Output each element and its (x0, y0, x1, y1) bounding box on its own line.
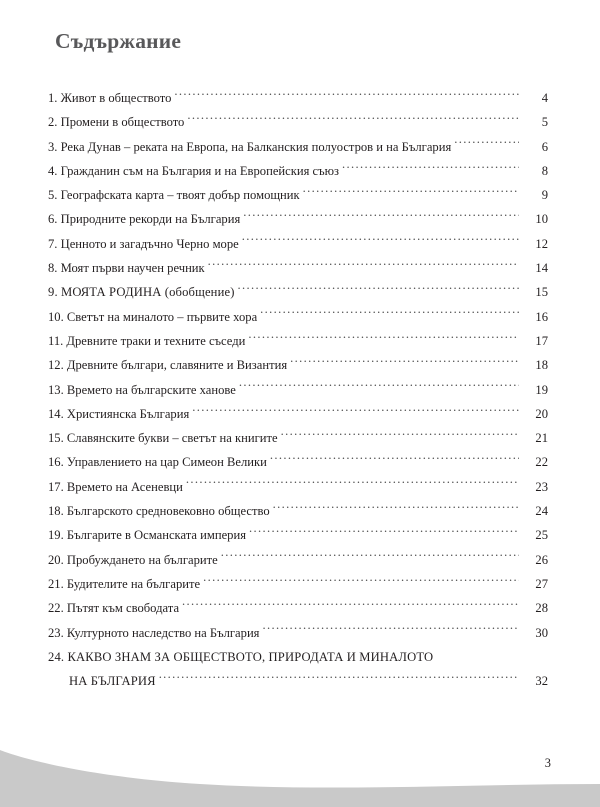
toc-entry-label: 4. Гражданин съм на България и на Европейския съюз (48, 163, 340, 178)
dot-leader (192, 404, 519, 418)
toc-entry-page: 27 (535, 576, 548, 591)
toc-entry-label-line1: 24. КАКВО ЗНАМ ЗА ОБЩЕСТВОТО, ПРИРОДАТА И МИНАЛОТО (48, 649, 434, 664)
dot-leader (238, 282, 519, 296)
dot-leader (242, 234, 519, 248)
toc-entry-page: 15 (535, 285, 548, 300)
list-item[interactable] (48, 621, 548, 645)
list-item[interactable] (48, 572, 548, 596)
list-item[interactable] (48, 135, 548, 159)
list-item[interactable] (48, 450, 548, 474)
toc-entry-label: 3. Река Дунав – реката на Европа, на Балканския полуостров и на България (48, 139, 452, 154)
dot-leader (454, 137, 519, 151)
dot-leader (342, 161, 519, 175)
list-item[interactable] (48, 548, 548, 572)
toc-entry-label: 6. Природните рекорди на България (48, 212, 241, 227)
toc-entry-page: 30 (535, 625, 548, 640)
dot-leader (290, 355, 519, 369)
list-item[interactable] (48, 378, 548, 402)
toc-entry-page: 9 (541, 188, 548, 203)
toc-entry-page: 5 (541, 115, 548, 130)
toc-entry-page: 32 (535, 674, 548, 689)
toc-entry-label: 2. Промени в обществото (48, 115, 185, 130)
toc-entry-label: 15. Славянските букви – светът на книгите (48, 431, 278, 446)
dot-leader (203, 574, 519, 588)
list-item[interactable] (48, 280, 548, 304)
toc-entry-page: 26 (535, 552, 548, 567)
page-title: Съдържание (55, 29, 182, 53)
list-item[interactable] (48, 329, 548, 353)
toc-entry-page: 18 (535, 358, 548, 373)
toc-entry-label: 5. Географската карта – твоят добър помощник (48, 188, 300, 203)
toc-entry-label: 22. Пътят към свободата (48, 601, 180, 616)
toc-entry-label: 18. Българското средновековно общество (48, 504, 270, 519)
dot-leader (208, 258, 519, 272)
dot-leader (187, 112, 519, 126)
dot-leader (249, 525, 519, 539)
toc-entry-label: 1. Живот в обществото (48, 91, 172, 105)
list-item[interactable] (48, 353, 548, 377)
dot-leader (260, 307, 519, 321)
toc-entry-page: 19 (535, 382, 548, 397)
toc-entry-page: 14 (535, 261, 548, 276)
toc-entry-page: 22 (535, 455, 548, 470)
dot-leader (221, 550, 519, 564)
dot-leader (243, 209, 519, 223)
toc-entry-label: 23. Културното наследство на България (48, 625, 260, 640)
toc-entry-page: 4 (541, 91, 548, 105)
toc-entry-label: 8. Моят първи научен речник (48, 261, 205, 276)
toc-entry-label: 16. Управлението на цар Симеон Велики (48, 455, 267, 470)
toc-entry-page: 17 (535, 333, 548, 348)
list-item-multiline[interactable] (48, 645, 548, 694)
dot-leader (186, 477, 519, 491)
toc-entry-label: 10. Светът на миналото – първите хора (48, 309, 258, 324)
dot-leader (182, 598, 519, 612)
toc-entry-label: 11. Древните траки и техните съседи (48, 333, 246, 348)
list-item[interactable] (48, 426, 548, 450)
toc-entry-label: 20. Пробуждането на българите (48, 552, 218, 567)
dot-leader (281, 428, 519, 442)
toc-list (48, 86, 548, 693)
list-item[interactable] (48, 183, 548, 207)
dot-leader (248, 331, 519, 345)
toc-entry-page: 28 (535, 601, 548, 616)
list-item[interactable] (48, 402, 548, 426)
toc-entry-page: 21 (535, 431, 548, 446)
toc-entry-label-line2: НА БЪЛГАРИЯ (69, 674, 156, 689)
dot-leader (262, 623, 519, 637)
toc-entry-page: 23 (535, 479, 548, 494)
toc-entry-page: 25 (535, 528, 548, 543)
dot-leader (174, 88, 519, 102)
toc-entry-label: 9. МОЯТА РОДИНА (обобщение) (48, 285, 235, 300)
list-item[interactable] (48, 159, 548, 183)
dot-leader (239, 380, 519, 394)
dot-leader (159, 671, 519, 685)
toc-entry-label: 19. Българите в Османската империя (48, 528, 246, 543)
list-item[interactable] (48, 475, 548, 499)
toc-entry-page: 16 (535, 309, 548, 324)
toc-entry-label: 21. Будителите на българите (48, 576, 201, 591)
toc-entry-label: 14. Християнска България (48, 406, 190, 421)
list-item[interactable] (48, 523, 548, 547)
toc-entry-label: 17. Времето на Асеневци (48, 479, 183, 494)
toc-entry-label: 12. Древните българи, славяните и Византия (48, 358, 288, 373)
list-item[interactable] (48, 207, 548, 231)
dot-leader (436, 647, 519, 661)
list-item[interactable] (48, 86, 548, 110)
toc-entry-page: 24 (535, 504, 548, 519)
list-item[interactable] (48, 110, 548, 134)
toc-entry-page: 8 (541, 163, 548, 178)
dot-leader (270, 452, 519, 466)
toc-entry-label: 7. Ценното и загадъчно Черно море (48, 236, 239, 251)
list-item[interactable] (48, 232, 548, 256)
dot-leader (303, 185, 519, 199)
toc-entry-page: 10 (535, 212, 548, 227)
list-item[interactable] (48, 499, 548, 523)
folio-page-number: 3 (544, 756, 551, 770)
toc-entry-page: 6 (541, 139, 548, 154)
list-item[interactable] (48, 596, 548, 620)
list-item[interactable] (48, 305, 548, 329)
dot-leader (273, 501, 519, 515)
toc-entry-page: 12 (535, 236, 548, 251)
toc-entry-label: 13. Времето на българските ханове (48, 382, 236, 397)
decorative-swoosh (0, 747, 600, 807)
toc-entry-page: 20 (535, 406, 548, 421)
list-item[interactable] (48, 256, 548, 280)
